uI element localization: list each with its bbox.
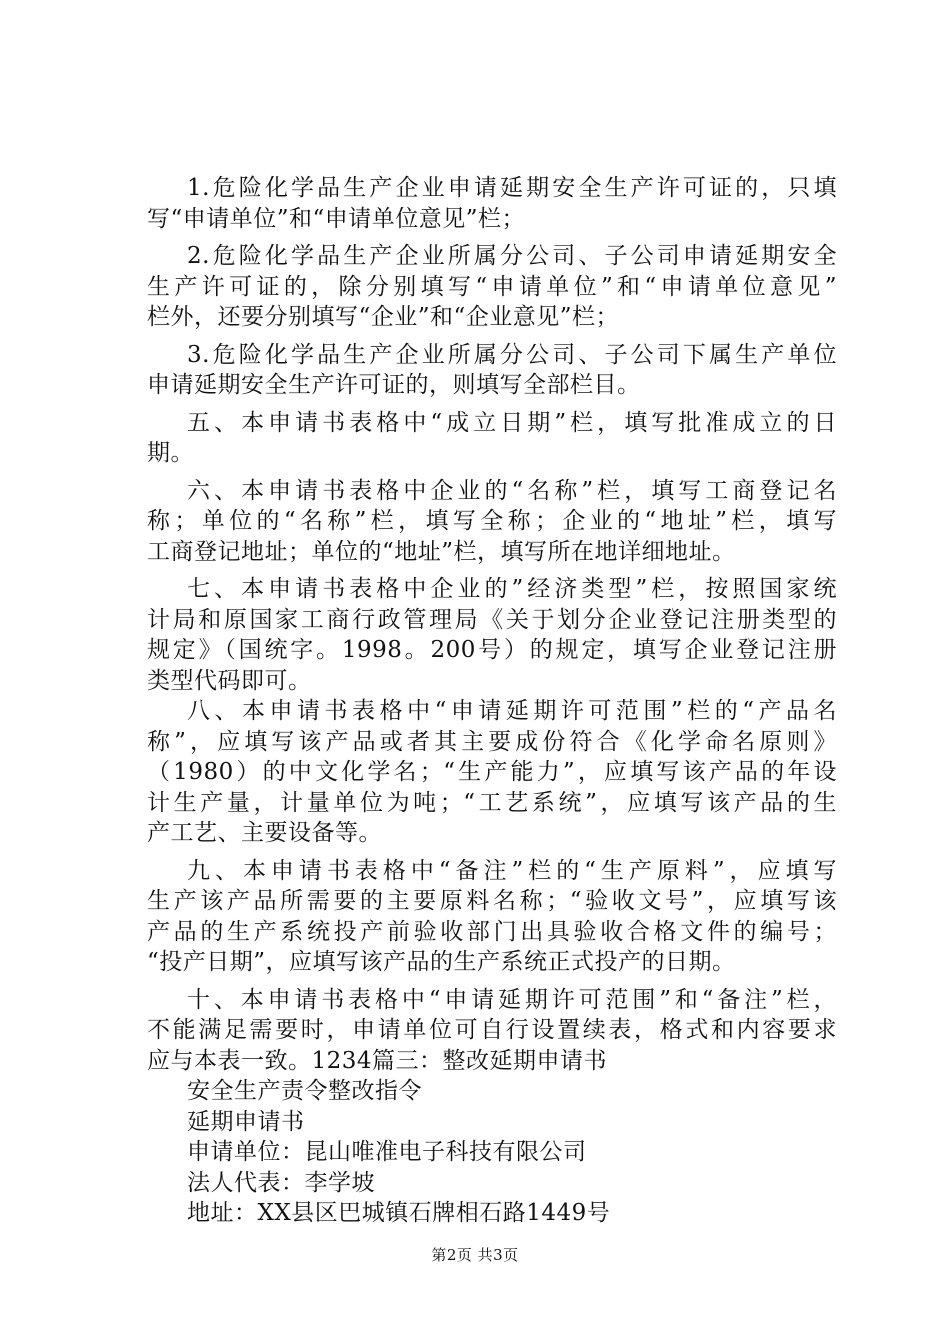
- text-line: 规定》（国统字。1998。200号）的规定，填写企业登记注册: [147, 637, 837, 663]
- text-line: 六、本申请书表格中企业的“名称”栏，填写工商登记名: [187, 477, 837, 504]
- text-line: 称”，应填写该产品或者其主要成份符合《化学命名原则》: [147, 728, 837, 755]
- paragraph-p1: [147, 173, 837, 234]
- text-line: 称；单位的“名称”栏，填写全称；企业的“地址”栏，填写: [147, 508, 837, 534]
- paragraph-p3: [147, 340, 837, 401]
- text-line: 期。: [147, 440, 194, 466]
- paragraph-p14: [147, 1168, 837, 1199]
- paragraph-p12: [147, 1107, 837, 1138]
- paragraph-p13: [147, 1137, 837, 1168]
- paragraph-p11: [147, 1076, 837, 1107]
- text-line: 1.危险化学品生产企业申请延期安全生产许可证的，只填: [187, 175, 837, 201]
- text-line: 栏外，还要分别填写“企业”和“企业意见”栏；: [147, 304, 620, 330]
- text-line: 计生产量，计量单位为吨；“工艺系统”，应填写该产品的生: [147, 789, 837, 816]
- text-line: 十、本申请书表格中“申请延期许可范围”和“备注”栏，: [187, 986, 837, 1013]
- document-body: [147, 173, 837, 1229]
- paragraph-p15: [147, 1198, 837, 1229]
- text-line: 安全生产责令整改指令: [187, 1078, 422, 1104]
- text-line: 2.危险化学品生产企业所属分公司、子公司申请延期安全: [187, 243, 837, 269]
- paragraph-p5: [147, 408, 837, 469]
- text-line: 九、本申请书表格中“备注”栏的“生产原料”，应填写: [187, 857, 837, 884]
- paragraph-p7: [147, 574, 837, 696]
- page-footer: [0, 1244, 950, 1265]
- text-line: 生产该产品所需要的主要原料名称；“验收文号”，应填写该: [147, 888, 837, 914]
- text-line: “投产日期”，应填写该产品的生产系统正式投产的日期。: [147, 949, 736, 975]
- paragraph-p2: [147, 241, 837, 333]
- paragraph-p10: [147, 985, 837, 1077]
- text-line: 五、本申请书表格中“成立日期”栏，填写批准成立的日: [187, 409, 837, 436]
- text-line: 申请延期安全生产许可证的，则填写全部栏目。: [147, 372, 641, 398]
- text-line: 法人代表：李学坡: [187, 1169, 375, 1196]
- text-line: 产工艺、主要设备等。: [147, 820, 382, 846]
- text-line: 类型代码即可。: [147, 667, 312, 694]
- text-line: 应与本表一致。1234篇三：整改延期申请书: [147, 1047, 608, 1074]
- text-line: 申请单位：昆山唯准电子科技有限公司: [187, 1139, 587, 1165]
- text-line: 写“申请单位”和“申请单位意见”栏；: [147, 205, 526, 232]
- paragraph-p8: [147, 696, 837, 849]
- text-line: 地址：XX县区巴城镇石牌相石路1449号: [187, 1200, 611, 1226]
- text-line: 七、本申请书表格中企业的”经济类型”栏，按照国家统: [187, 576, 837, 602]
- paragraph-p9: [147, 856, 837, 978]
- text-line: 延期申请书: [187, 1108, 305, 1135]
- text-line: 不能满足需要时，申请单位可自行设置续表，格式和内容要求: [147, 1017, 837, 1043]
- text-line: 3.危险化学品生产企业所属分公司、子公司下属生产单位: [187, 341, 837, 368]
- page-number-label: 第2页 共3页: [431, 1246, 519, 1264]
- text-line: 八、本申请书表格中“申请延期许可范围”栏的“产品名: [187, 698, 837, 724]
- paragraph-p6: [147, 476, 837, 568]
- text-line: 生产许可证的，除分别填写“申请单位”和“申请单位意见”: [147, 273, 837, 300]
- text-line: 产品的生产系统投产前验收部门出具验收合格文件的编号；: [147, 918, 837, 945]
- text-line: （1980）的中文化学名；“生产能力”，应填写该产品的年设: [147, 759, 837, 785]
- text-line: 工商登记地址；单位的“地址”栏，填写所在地详细地址。: [147, 538, 736, 565]
- text-line: 计局和原国家工商行政管理局《关于划分企业登记注册类型的: [147, 606, 837, 633]
